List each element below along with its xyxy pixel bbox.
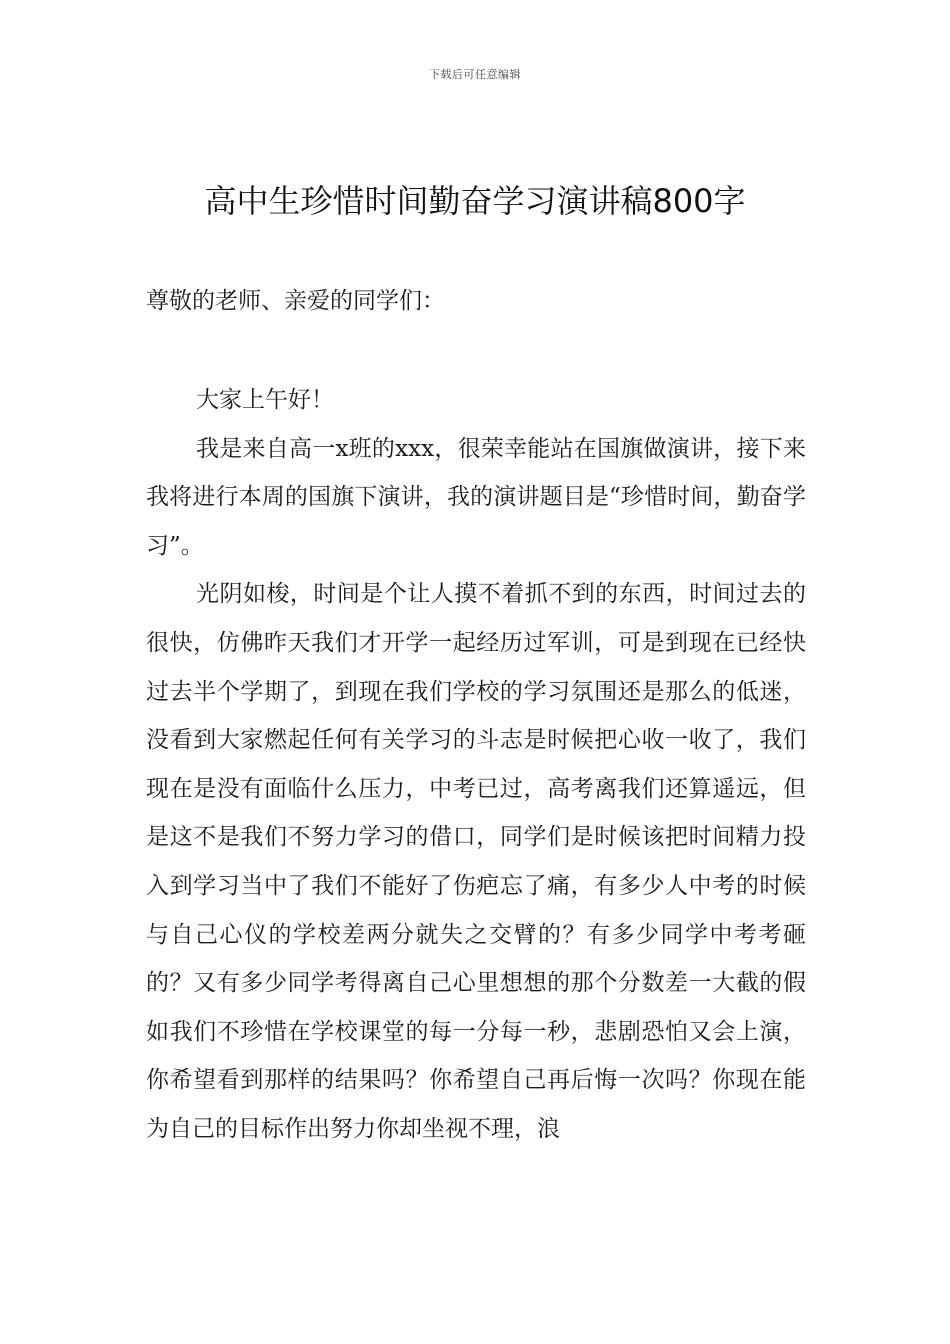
header-note: 下载后可任意编辑 <box>429 68 521 81</box>
document-title: 高中生珍惜时间勤奋学习演讲稿800字 <box>204 182 746 220</box>
paragraph-greeting: 大家上午好！ <box>196 387 334 413</box>
speech-body <box>146 376 806 1154</box>
salutation: 尊敬的老师、亲爱的同学们： <box>146 288 445 314</box>
paragraph-intro: 我是来自高一x班的xxx，很荣幸能站在国旗做演讲，接下来我将进行本周的国旗下演讲，我的演讲题目是“珍惜时间，勤奋学习”。 <box>146 435 806 559</box>
paragraph-main: 光阴如梭，时间是个让人摸不着抓不到的东西，时间过去的很快，仿佛昨天我们才开学一起经历过军训，可是到现在已经快过去半个学期了，到现在我们学校的学习氛围还是那么的低迷，没看到大家燃起任何有关学习的斗志是时候把心收一收了，我们现在是没有面临什么压力，中考已过，高考离我们还算遥远，但是这不是我们不努力学习的借口，同学们是时候该把时间精力投入到学习当中了我们不能好了伤疤忘了痛，有多少人中考的时候与自己心仪的学校差两分就失之交臂的？有多少同学中考考砸的？又有多少同学考得离自己心里想想的那个分数差一大截的假如我们不珍惜在学校课堂的每一分每一秒，悲剧恐怕又会上演，你希望看到那样的结果吗？你希望自己再后悔一次吗？你现在能为自己的目标作出努力你却坐视不理，浪 <box>146 581 806 1142</box>
